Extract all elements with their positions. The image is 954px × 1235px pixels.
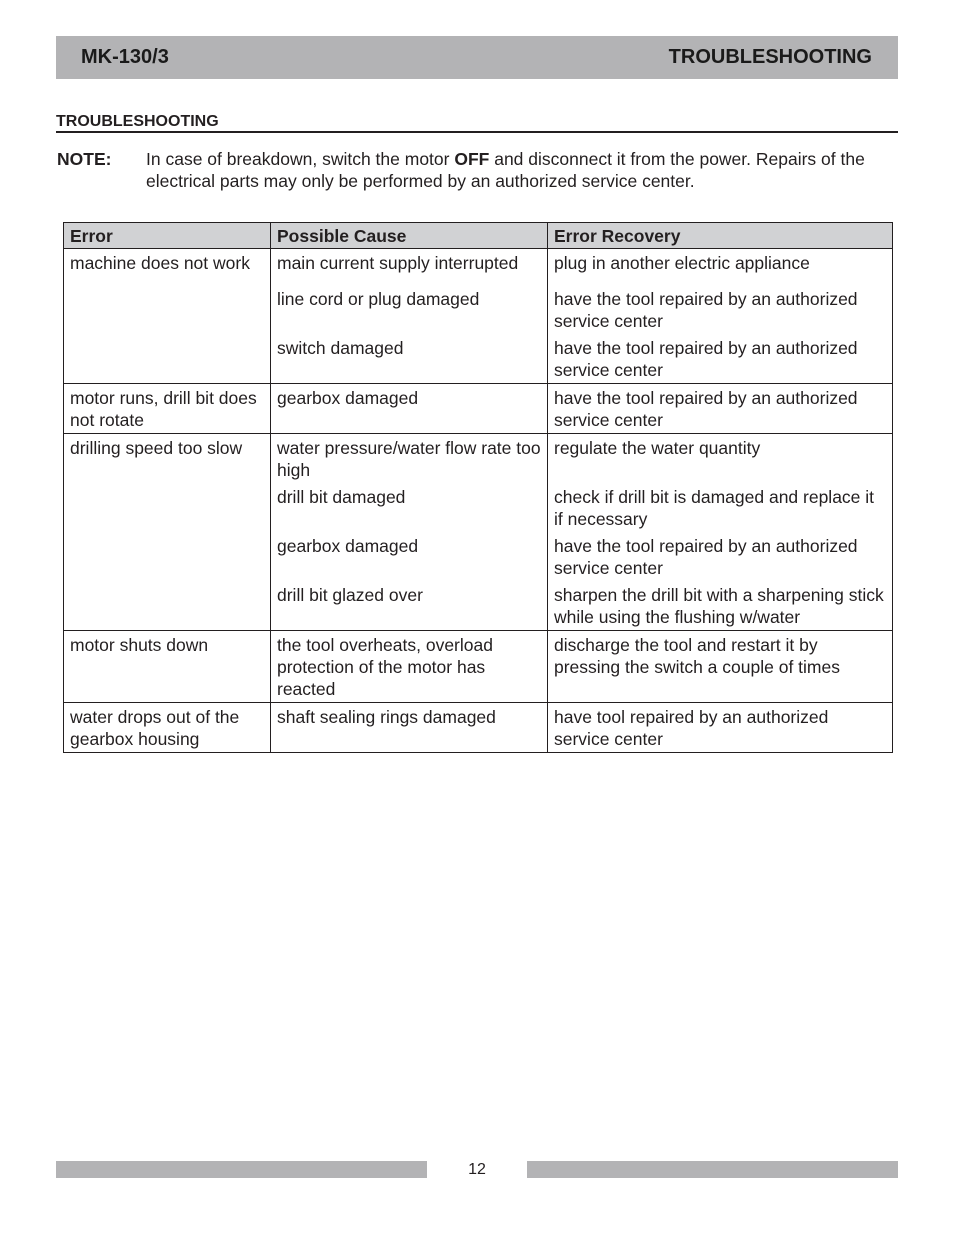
- section-heading-text: TROUBLESHOOTING: [56, 113, 219, 130]
- table-row: [64, 434, 893, 631]
- error-cell: [64, 249, 271, 384]
- error-text: motor runs, drill bit does not rotate: [70, 388, 257, 430]
- footer-bar-left: [56, 1161, 427, 1178]
- recovery-cell: [548, 249, 893, 384]
- note-text: [146, 148, 886, 192]
- note-label: NOTE:: [57, 149, 112, 169]
- troubleshooting-table: [63, 222, 893, 753]
- cause-cell: [271, 434, 548, 631]
- table-row: [64, 384, 893, 434]
- cause-entry: gearbox damaged: [277, 536, 419, 556]
- error-cell: [64, 434, 271, 631]
- recovery-cell: [548, 384, 893, 434]
- note-text-after: and disconnect it from the power. Repairs of the electrical parts may only be performed by an authorized service center.: [146, 149, 865, 191]
- recovery-entry: have the tool repaired by an authorized service center: [554, 388, 858, 430]
- error-text: drilling speed too slow: [70, 438, 243, 458]
- recovery-entry: have the tool repaired by an authorized service center: [554, 536, 858, 578]
- recovery-entry: discharge the tool and restart it by pressing the switch a couple of times: [554, 635, 840, 677]
- column-header-error-recovery: Error Recovery: [548, 223, 893, 249]
- table-row: [64, 631, 893, 703]
- note-text-before: In case of breakdown, switch the motor: [146, 149, 455, 169]
- cause-cell: [271, 249, 548, 384]
- column-header-error: Error: [64, 223, 271, 249]
- cause-entry: drill bit damaged: [277, 487, 406, 507]
- page-number: 12: [468, 1161, 486, 1178]
- cause-cell: [271, 384, 548, 434]
- footer-bar-right: [527, 1161, 898, 1178]
- header-title: TROUBLESHOOTING: [668, 46, 872, 68]
- table-row: [64, 703, 893, 753]
- table-row: [64, 249, 893, 384]
- cause-entry: line cord or plug damaged: [277, 289, 480, 309]
- recovery-entry: plug in another electric appliance: [554, 253, 810, 273]
- model-name: MK-130/3: [81, 46, 169, 68]
- recovery-entry: have the tool repaired by an authorized service center: [554, 289, 858, 331]
- error-text: motor shuts down: [70, 635, 209, 655]
- recovery-entry: have the tool repaired by an authorized service center: [554, 338, 858, 380]
- header-bar: [56, 36, 898, 79]
- recovery-cell: [548, 434, 893, 631]
- error-cell: [64, 631, 271, 703]
- recovery-entry: sharpen the drill bit with a sharpening stick while using the flushing w/water: [554, 585, 884, 627]
- table-header-row: [64, 223, 893, 249]
- cause-entry: main current supply interrupted: [277, 253, 519, 273]
- cause-entry: switch damaged: [277, 338, 404, 358]
- recovery-entry: check if drill bit is damaged and replace it if necessary: [554, 487, 875, 529]
- error-text: water drops out of the gearbox housing: [70, 707, 240, 749]
- recovery-cell: [548, 703, 893, 753]
- recovery-cell: [548, 631, 893, 703]
- cause-cell: [271, 703, 548, 753]
- cause-entry: the tool overheats, overload protection of the motor has reacted: [277, 635, 493, 699]
- error-cell: [64, 384, 271, 434]
- cause-entry: drill bit glazed over: [277, 585, 423, 605]
- column-header-possible-cause: Possible Cause: [271, 223, 548, 249]
- cause-entry: water pressure/water flow rate too high: [277, 438, 541, 480]
- cause-entry: gearbox damaged: [277, 388, 419, 408]
- recovery-entry: regulate the water quantity: [554, 438, 761, 458]
- recovery-entry: have tool repaired by an authorized service center: [554, 707, 829, 749]
- error-text: machine does not work: [70, 253, 250, 273]
- cause-cell: [271, 631, 548, 703]
- section-heading: [56, 112, 898, 133]
- note-text-bold: OFF: [454, 149, 490, 169]
- error-cell: [64, 703, 271, 753]
- cause-entry: shaft sealing rings damaged: [277, 707, 496, 727]
